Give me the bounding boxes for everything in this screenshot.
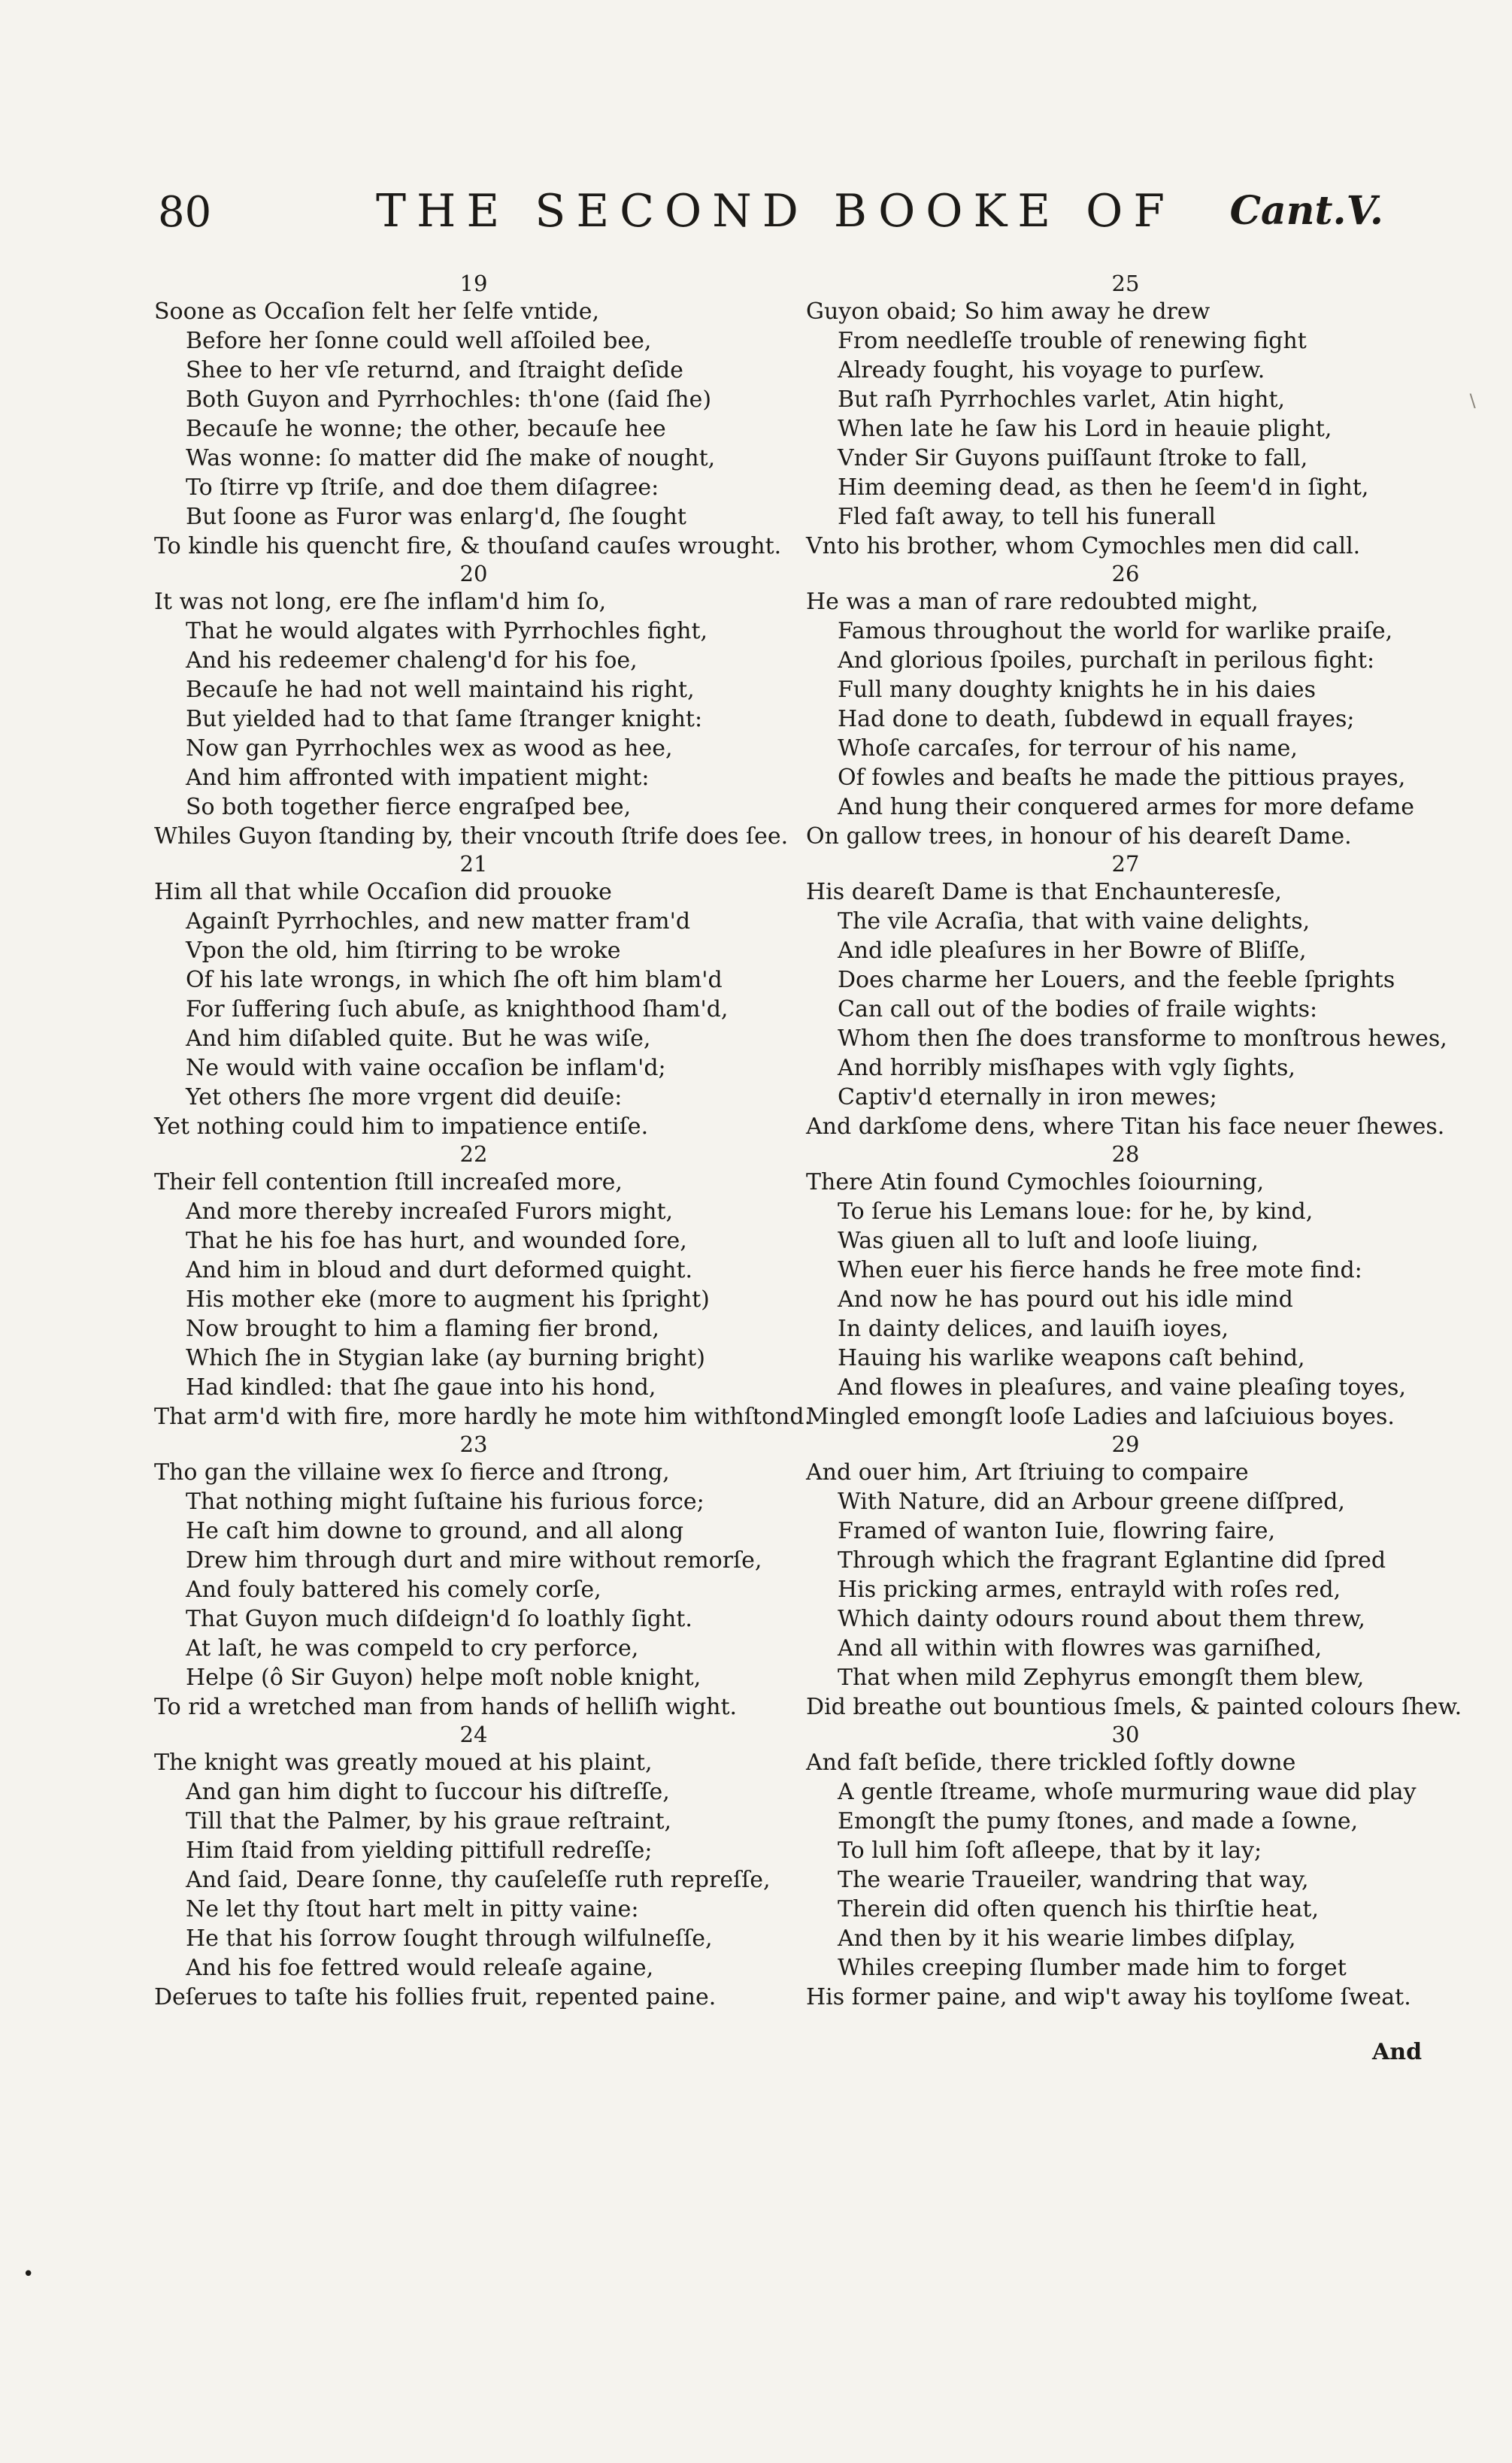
verse-line: Already fought, his voyage to purſew. xyxy=(838,357,1265,383)
verse-line: And his foe fettred would releaſe againe, xyxy=(186,1955,654,1981)
stanza-number: 20 xyxy=(459,561,488,586)
verse-line: From needleſſe trouble of renewing fight xyxy=(838,328,1307,354)
verse-line: Whoſe carcaſes, for terrour of his name, xyxy=(838,735,1298,762)
stanza xyxy=(806,1722,1445,2012)
verse-line: And now he has pourd out his idle mind xyxy=(838,1286,1293,1313)
stanza xyxy=(806,1141,1445,1431)
verse-line: On gallow trees, in honour of his deareſt Dame. xyxy=(806,823,1352,850)
verse-line: When euer his fierce hands he free mote find: xyxy=(838,1257,1362,1283)
verse-line: Was giuen all to luſt and looſe liuing, xyxy=(838,1228,1259,1254)
verse-line: Deſerues to taſte his follies fruit, repented paine. xyxy=(154,1984,717,2010)
catchword: And xyxy=(1372,2039,1423,2065)
stanza xyxy=(154,1141,812,1431)
verse-line: Was wonne: ſo matter did ſhe make of nought, xyxy=(186,445,716,471)
verse-line: And more thereby increaſed Furors might, xyxy=(186,1198,674,1225)
stanza xyxy=(806,851,1445,1141)
verse-line: Of fowles and beaſts he made the pittious prayes, xyxy=(838,765,1406,791)
verse-line: That arm'd with fire, more hardly he mote him withſtond. xyxy=(154,1404,812,1430)
verse-line: Which dainty odours round about them threw, xyxy=(838,1606,1365,1632)
verse-line: And all within with flowres was garniſhed, xyxy=(838,1635,1323,1662)
verse-line: Full many doughty knights he in his daies xyxy=(838,677,1317,703)
verse-line: There Atin found Cymochles ſoiourning, xyxy=(806,1169,1265,1195)
left-column xyxy=(154,271,812,2012)
page-header xyxy=(150,180,1414,241)
verse-line: His deareſt Dame is that Enchaunteresſe, xyxy=(806,879,1282,905)
verse-line: Of his late wrongs, in which ſhe oft him blam'd xyxy=(186,967,723,993)
verse-line: It was not long, ere ſhe inflam'd him ſo, xyxy=(154,589,607,615)
verse-line: Before her ſonne could well aſſoiled bee, xyxy=(186,328,652,354)
canto-mark: Cant.V. xyxy=(1229,188,1383,234)
verse-line: And flowes in pleaſures, and vaine pleaſing toyes, xyxy=(838,1374,1406,1401)
verse-line: His former paine, and wip't away his toylſome ſweat. xyxy=(806,1984,1411,2010)
verse-line: Yet nothing could him to impatience entiſe. xyxy=(154,1113,649,1140)
margin-mark-left: • xyxy=(23,2263,35,2286)
stanza xyxy=(154,1431,793,1722)
verse-line: Him all that while Occaſion did prouoke xyxy=(154,879,612,905)
stanza-number: 21 xyxy=(459,851,488,877)
verse-line: But ſoone as Furor was enlarg'd, ſhe ſought xyxy=(186,504,686,530)
verse-line: Whiles Guyon ſtanding by, their vncouth ſtrife does ſee. xyxy=(154,823,789,850)
verse-line: He was a man of rare redoubted might, xyxy=(806,589,1259,615)
verse-line: His mother eke (more to augment his ſpright) xyxy=(186,1286,710,1313)
verse-line: Now brought to him a flaming fier brond, xyxy=(186,1316,659,1342)
verse-line: And idle pleaſures in her Bowre of Bliſſe, xyxy=(838,938,1307,964)
verse-line: And fouly battered his comely corſe, xyxy=(186,1577,601,1603)
stanza xyxy=(154,271,793,561)
verse-line: Soone as Occaſion felt her ſelfe vntide, xyxy=(154,298,600,325)
stanza-number: 25 xyxy=(1111,271,1140,296)
right-column xyxy=(806,271,1462,2012)
verse-line: And glorious ſpoiles, purchaſt in perilous fight: xyxy=(838,647,1375,674)
verse-line: Their fell contention ſtill increaſed more, xyxy=(154,1169,623,1195)
verse-line: Had kindled: that ſhe gaue into his hond, xyxy=(186,1374,656,1401)
stanza-number: 30 xyxy=(1111,1722,1140,1747)
stanza xyxy=(154,561,793,851)
verse-line: He caſt him downe to ground, and all along xyxy=(186,1518,684,1544)
verse-line: When late he ſaw his Lord in heauie plight, xyxy=(838,416,1332,442)
verse-line: And him diſabled quite. But he was wiſe, xyxy=(186,1025,651,1052)
verse-line: A gentle ſtreame, whoſe murmuring waue did play xyxy=(838,1779,1417,1805)
verse-line: Therein did often quench his thirſtie heat, xyxy=(838,1896,1320,1922)
verse-line: To ſtirre vp ſtriſe, and doe them diſagree: xyxy=(186,474,659,501)
verse-line: He that his ſorrow ſought through wilfulneſſe, xyxy=(186,1925,713,1952)
stanza-number: 28 xyxy=(1111,1141,1140,1167)
verse-line: To ſerue his Lemans loue: for he, by kind, xyxy=(838,1198,1314,1225)
stanza xyxy=(154,851,793,1141)
stanza-number: 29 xyxy=(1111,1431,1140,1457)
verse-line: The wearie Traueiler, wandring that way, xyxy=(838,1867,1309,1893)
verse-line: In dainty delices, and lauiſh ioyes, xyxy=(838,1316,1229,1342)
verse-line: His pricking armes, entrayld with roſes red, xyxy=(838,1577,1341,1603)
stanza-number: 26 xyxy=(1111,561,1140,586)
verse-line: That nothing might ſuſtaine his furious force; xyxy=(186,1489,704,1515)
stanza-number: 24 xyxy=(459,1722,488,1747)
verse-line: And faſt beſide, there trickled ſoftly downe xyxy=(806,1750,1296,1776)
stanza-number: 19 xyxy=(459,271,488,296)
verse-line: That Guyon much diſdeign'd ſo loathly ſight. xyxy=(186,1606,692,1632)
verse-line: To kindle his quencht fire, & thouſand cauſes wrought. xyxy=(154,533,782,559)
verse-line: And him in bloud and durt deformed quight. xyxy=(186,1257,693,1283)
verse-line: Tho gan the villaine wex ſo fierce and ſtrong, xyxy=(154,1459,670,1486)
verse-line: Fled faſt away, to tell his funerall xyxy=(838,504,1217,530)
stanza-number: 22 xyxy=(459,1141,488,1167)
verse-line: And horribly misſhapes with vgly ſights, xyxy=(838,1055,1295,1081)
verse-line: To rid a wretched man from hands of helliſh wight. xyxy=(154,1694,738,1720)
verse-line: Emongſt the pumy ſtones, and made a ſowne, xyxy=(838,1808,1359,1834)
verse-line: Now gan Pyrrhochles wex as wood as hee, xyxy=(186,735,673,762)
verse-line: Mingled emongſt looſe Ladies and laſciuious boyes. xyxy=(806,1404,1395,1430)
verse-line: Famous throughout the world for warlike praiſe, xyxy=(838,618,1393,644)
stanza xyxy=(806,1431,1462,1722)
verse-line: Till that the Palmer, by his graue reſtraint, xyxy=(186,1808,672,1834)
running-title: THE SECOND BOOKE OF xyxy=(376,185,1175,238)
verse-line: The vile Acraſia, that with vaine delights, xyxy=(838,908,1311,935)
verse-line: The knight was greatly moued at his plaint, xyxy=(154,1750,653,1776)
verse-line: And his redeemer chaleng'd for his foe, xyxy=(186,647,638,674)
verse-line: With Nature, did an Arbour greene diſſpred, xyxy=(838,1489,1345,1515)
verse-line: Shee to her vſe returnd, and ſtraight deſide xyxy=(186,357,683,383)
verse-line: At laſt, he was compeld to cry perforce, xyxy=(186,1635,639,1662)
verse-line: Againſt Pyrrhochles, and new matter fram'd xyxy=(186,908,691,935)
verse-line: Becauſe he wonne; the other, becauſe hee xyxy=(186,416,666,442)
verse-line: Can call out of the bodies of fraile wights: xyxy=(838,996,1318,1022)
verse-line: Had done to death, ſubdewd in equall frayes; xyxy=(838,706,1355,732)
verse-line: Vpon the old, him ſtirring to be wroke xyxy=(186,938,621,964)
verse-line: Ne let thy ſtout hart melt in pitty vaine: xyxy=(186,1896,639,1922)
verse-line: Framed of wanton Iuie, flowring faire, xyxy=(838,1518,1276,1544)
verse-line: And gan him dight to ſuccour his diſtreſſe, xyxy=(186,1779,670,1805)
verse-line: So both together fierce engraſped bee, xyxy=(186,794,632,820)
verse-line: Ne would with vaine occaſion be inflam'd; xyxy=(186,1055,666,1081)
verse-line: Becauſe he had not well maintaind his right, xyxy=(186,677,695,703)
verse-line: Did breathe out bountious ſmels, & painted colours ſhew. xyxy=(806,1694,1462,1720)
verse-line: And then by it his wearie limbes diſplay, xyxy=(838,1925,1296,1952)
verse-line: Whiles creeping ſlumber made him to forget xyxy=(838,1955,1347,1981)
verse-line: And hung their conquered armes for more defame xyxy=(838,794,1415,820)
verse-line: That he his foe has hurt, and wounded ſore, xyxy=(186,1228,687,1254)
verse-line: And ouer him, Art ſtriuing to compaire xyxy=(806,1459,1249,1486)
page-number: 80 xyxy=(158,188,212,237)
verse-line: Whom then ſhe does transforme to monſtrous hewes, xyxy=(838,1025,1447,1052)
verse-line: Helpe (ô Sir Guyon) helpe moſt noble knight, xyxy=(186,1665,701,1691)
stanza-number: 27 xyxy=(1111,851,1140,877)
verse-line: And him affronted with impatient might: xyxy=(186,765,650,791)
verse-line: That when mild Zephyrus emongſt them blew, xyxy=(838,1665,1365,1691)
margin-mark-right: ∖ xyxy=(1466,391,1478,412)
verse-line: To lull him ſoft aſleepe, that by it lay; xyxy=(838,1837,1262,1864)
verse-line: Vnder Sir Guyons puiſſaunt ſtroke to fall, xyxy=(838,445,1308,471)
stanza xyxy=(806,561,1445,851)
verse-line: Guyon obaid; So him away he drew xyxy=(806,298,1211,325)
verse-line: For ſuffering ſuch abuſe, as knighthood ſham'd, xyxy=(186,996,729,1022)
verse-line: Drew him through durt and mire without remorſe, xyxy=(186,1547,762,1574)
verse-line: Him deeming dead, as then he ſeem'd in ſight, xyxy=(838,474,1369,501)
stanza xyxy=(806,271,1445,561)
verse-line: Both Guyon and Pyrrhochles: th'one (ſaid ſhe) xyxy=(186,386,712,413)
stanza-number: 23 xyxy=(459,1431,488,1457)
verse-line: Hauing his warlike weapons caſt behind, xyxy=(838,1345,1305,1371)
verse-line: Yet others ſhe more vrgent did deuiſe: xyxy=(186,1084,623,1110)
verse-line: But raſh Pyrrhochles varlet, Atin hight, xyxy=(838,386,1286,413)
verse-line: And ſaid, Deare ſonne, thy cauſeleſſe ruth repreſſe, xyxy=(186,1867,771,1893)
verse-line: That he would algates with Pyrrhochles fight, xyxy=(186,618,708,644)
stanza xyxy=(154,1722,793,2012)
verse-line: And darkſome dens, where Titan his face neuer ſhewes. xyxy=(806,1113,1445,1140)
verse-line: Does charme her Louers, and the feeble ſprights xyxy=(838,967,1395,993)
verse-line: Him ſtaid from yielding pittifull redreſſe; xyxy=(186,1837,653,1864)
verse-line: Vnto his brother, whom Cymochles men did call. xyxy=(806,533,1361,559)
verse-line: Captiv'd eternally in iron mewes; xyxy=(838,1084,1217,1110)
verse-line: Which ſhe in Stygian lake (ay burning bright) xyxy=(186,1345,705,1371)
verse-line: Through which the fragrant Eglantine did ſpred xyxy=(838,1547,1386,1574)
verse-line: But yielded had to that ſame ſtranger knight: xyxy=(186,706,703,732)
